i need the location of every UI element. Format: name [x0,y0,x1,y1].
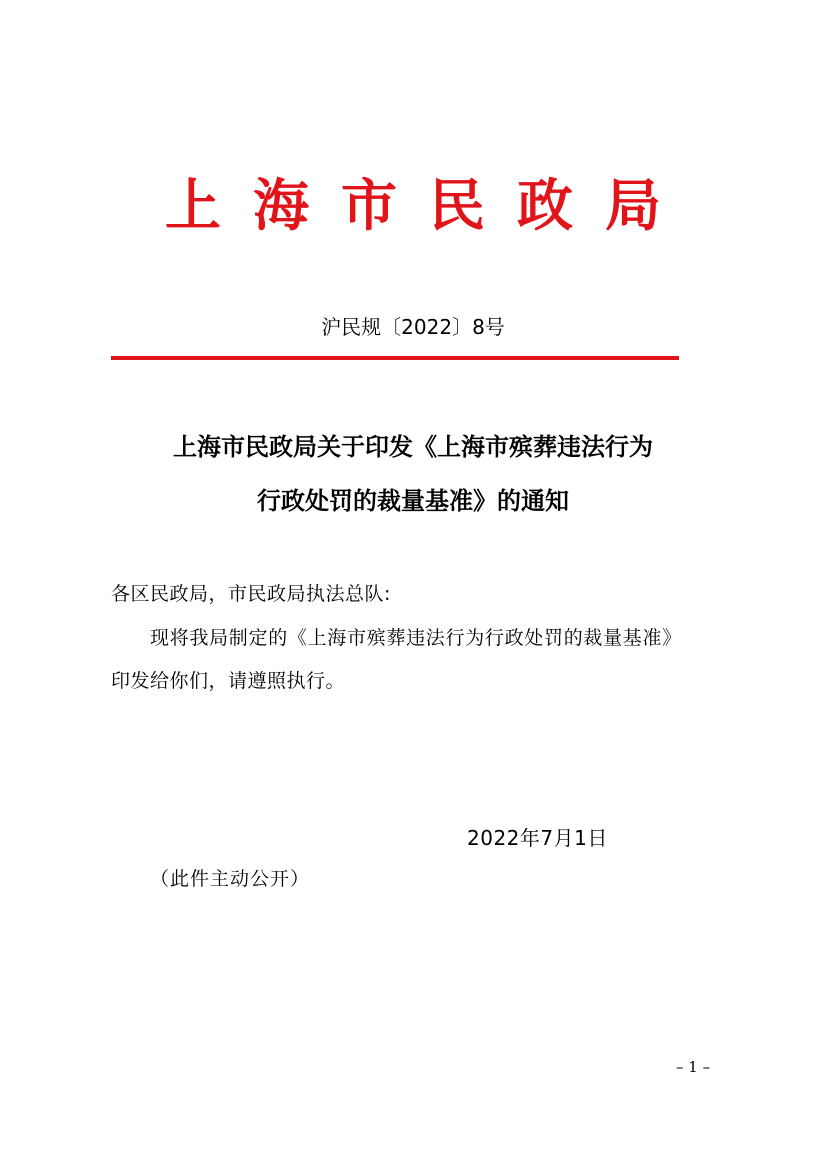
red-header-divider [111,356,679,360]
page-number: – 1 – [676,1058,711,1076]
disclosure-note: （此件主动公开） [150,868,311,890]
document-title-line-1: 上海市民政局关于印发《上海市殡葬违法行为 [173,432,653,461]
document-number: 沪民规〔2022〕8号 [321,315,505,339]
issuer-title: 上海市民政局 [165,173,693,239]
body-paragraph-line-1: 现将我局制定的《上海市殡葬违法行为行政处罚的裁量基准》 [150,627,682,649]
document-title-line-2: 行政处罚的裁量基准》的通知 [257,486,569,515]
issue-date: 2022年7月1日 [467,826,608,850]
salutation: 各区民政局，市民政局执法总队: [111,583,391,605]
body-paragraph-line-2: 印发给你们，请遵照执行。 [111,670,346,692]
